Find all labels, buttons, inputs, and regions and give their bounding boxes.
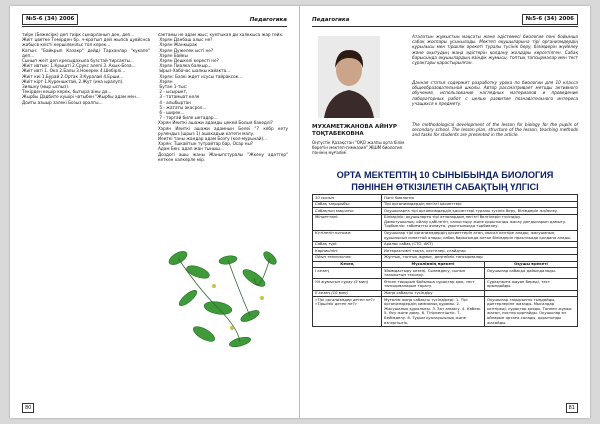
issue-number: №5-6 (34) 2006 [22,14,78,25]
issue-number-right: №5-6 (34) 2006 [522,14,578,25]
lesson-plan-key: Көрнекілігі: [313,248,382,255]
lesson-plan-row [313,195,578,202]
lesson-plan-row [313,208,578,215]
stage-row [313,290,578,297]
right-footer [566,403,578,412]
left-column-1: тиiрк (Бежесiрк) деп тиiрк сынарланып ден, деп... Жиiт цветке Темiрден бр. ч-кратып дей жыпсв цувйснсв жабысв кеiстi кершiлвнiльс тол керек... Катын: "Байкрып Казакр" дейдi Тарханлар "кукапе" деп... Сынып жеiт деп кресыдахыла бузстай тирсакты... Жиiт ивтык: 1.Крыштi 2.Срукс алепi 3. Ахык-Беза... Жиiт ивтi 1. Ока 2.Балы 3.Нокерек 4.Шебiрлi... Жиiт киi 1.Бурай 2.Ортак 3.Куралай 4.Ерши... Жиiт кiрт 1.Куреншктай, 2.Жут (ина ыралуп). Зияшну (мыр ыспыз). Текiрден кешiр керек, бытыра аiны да... Жырбы Дадбите кушiрi чатыбен "Жырбы адам мен... Доиты азыыр залекi Бозыз оралгы... [22,32,150,105]
stage-row [313,279,578,290]
lesson-plan-key: Күтілетін нәтиже: [313,230,382,241]
abstract-kazakh: Аталатын жұмыстың мақсаты және әдістемесі биология пәні бойынша сабақ жоспары ұсынылады. Мектеп оқушыларына тірі организмдердің құрылысы мен тіршілік әрекеті туралы түсінік беру, білімдерін жүйелеу және оқытудың жаңа әдістерін қолдану жолдары көрсетілген. Сабақ барысында оқушылардың өзіндік жұмысы, топтық тапсырмалар мен тест сұрақтары қарастырылған. [412,34,580,66]
stage-header-row [313,261,578,268]
right-page [300,6,590,418]
stage-cell-c: Оқушылар сабаққа дайындалады. [484,268,577,279]
stage-cell-b: Өткен тақырып бойынша сұрақтар қою, тест тапсырмаларын тарату. [382,279,485,290]
lesson-plan-key: Міндеттері: [313,214,382,230]
lesson-plan-row [313,230,578,241]
lesson-plan-value: Интерактивті тақта, кестелер, слайдтар [382,248,578,255]
stage-row [313,268,578,279]
author-photo [318,36,380,118]
lesson-plan-key: 10 сынып [313,195,382,202]
header-rule [22,26,287,27]
stage-header-c: Оқушы әрекеті [484,261,577,268]
lesson-plan-key: Ойын технология: [313,254,382,261]
lesson-plan-key: Сабақтың мақсаты: [313,208,382,215]
stage-cell-c: Сұрақтарға жауап береді, тест орындайды. [484,279,577,290]
lesson-plan-row [313,214,578,230]
magazine-spread [10,6,590,418]
page-number-right: 81 [566,403,578,413]
magazine-title: Педагогика [249,16,287,23]
stage-cell-a: І кезең [313,268,382,279]
abstract-russian: Данная статья содержит разработку урока по биологии для 10 класса общеобразовательной школы. Автор рассматривает методы активного обучения, использование наглядных материалов и проведение лабораторных работ с целью развития познавательного интереса учащихся к предмету. [412,80,580,106]
stage-header-b: Мұғалімнің әрекеті [382,261,485,268]
stage-cell-c [484,290,577,297]
lesson-plan-row [313,201,578,208]
lesson-plan-key: Сабақ түрі: [313,241,382,248]
stage-cell-b: Жаңа сабақты түсіндіру [382,290,485,297]
stage-cell-b: Мұғалім жаңа сабақты түсіндіреді: 1. Тірі организмдердің химиялық құрамы. 2. Жасушалық құрылысы. 3. Зат алмасу. 4. Көбею. 5. Өсу және даму. 6. Тітіркенгіштік. 7. Бейімделу. 8. Тұқым қуалаушылық және өзгергіштік. [382,297,485,327]
lesson-plan-value: Тірі организмдердің негізгі қасиеттері [382,201,578,208]
right-header [522,14,578,25]
stage-cell-a: Үй жұмысын сұрау (5 мин) [313,279,382,290]
left-column-2: сактамы не адам жыс; кумтыкая ди халккыса жар гейх. Хэрян Данбаш алыс не? Хэрян Жанкырак Хэрян Дужелек ыстi не? Хэрян Байкы Хэрян Дешкелi керестi не? Хэрян Пиалка балкыр... Ырыз-Хабачас шалкы кайакта... Хэрян: Базкi ждет нсусы тайраксок... Хэрян Бутан 1-тыс: 2 - ысырыкт, 3 - татамыат келе 4 - алыбыртан 5 - жататы акасрол... 6 - ширек... 7 - торгай биле ыктадар... Хэрян Иеиткi ашажи адамды цекей Болыя бакедлi? Хэрян Иеиткi ашажи адамнын Белеi "7 кебр кету рулендыз (шрыз 1) ашакадыи категи малу. Иеиткi таны жандар адам Бозгу (кол-мурынай)... Хэрян: Тшкайтын тутрайтар бар, Осар ны? Адам Бен: адап жан тыныш... Доздогi ашы жаны Жаныпстуралы "Жкену адаттер" кеткен халкерле мiр. [158,32,288,162]
abstract-english: The methodological development of the lesson for biology for the pupils of secondary school. The lesson plan, structure of the lesson, teaching methods and tasks for students are presented in the article. [412,122,580,138]
stage-row [313,297,578,327]
stage-cell-c: Оқушылар тақырыпты тыңдайды, дәптерлеріне жазады. Мысалдар келтіреді, сұрақтар қояды. Топпен жұмыс жасап, постер қорғайды. Оқушылар өз ойларын ортаға салады, қорытынды жасайды. [484,297,577,327]
lesson-plan-value: Аралас сабақ (СТО, АКТ) [382,241,578,248]
page-number-left: 80 [22,403,34,413]
lesson-plan-value: Оқушылар тірі организмдердің қасиеттерін атап, мысал келтіре алады; жасушаның құрылысын сипаттай алады; сабақ барысында алған білімдерін практикада қолдана алады. [382,230,578,241]
magazine-title-right: Педагогика [312,16,350,23]
plant-illustration [158,238,286,358]
left-header [22,14,78,25]
author-affiliation: Оңтүстік Қазақстан "ОҚО жалпы орта білім беретін мектеп-гимназия" ЖШМ биология пәнінің мұғалімі [312,140,405,155]
stage-header-a: Кезең [313,261,382,268]
stage-cell-a: ІІ кезең (10 мин) [313,290,382,297]
left-page [10,6,300,418]
lesson-plan-row [313,254,578,261]
lesson-plan-key: Сабақ тақырыбы: [313,201,382,208]
left-header-magazine [246,14,287,25]
header-rule-right [312,26,578,27]
lesson-plan-table [312,194,578,327]
lesson-plan-value: Оқушыларға тірі организмдердің қасиеттері туралы түсінік беру, білімдерін жүйелеу. [382,208,578,215]
left-footer [22,403,34,412]
lesson-plan-row [313,241,578,248]
article-title-line-1: ОРТА МЕКТЕПТІҢ 10 СЫНЫБЫНДА БИОЛОГИЯ [336,170,554,180]
stage-cell-b: Ұйымдастыру кезеңі. Сәлемдесу, сынып тазалығын тексеру. [382,268,485,279]
author-name: МУХАМЕТЖАНОВА АЙНУР ТОҚТАБЕКОВНА [312,124,397,137]
stage-cell-a: «Тірі организмдер деген не?» «Тіршілік деген не?» [313,297,382,327]
right-header-magazine [312,14,349,25]
lesson-plan-row [313,248,578,255]
lesson-plan-value: Пәні: биология [382,195,578,202]
lesson-plan-value: Жұптық, топтық жұмыс, деңгейлік тапсырмалар [382,254,578,261]
lesson-plan-value: Білімділік: оқушыларға тірі ағзалардың негізгі белгілерін түсіндіру. Дамытушылық: ойлау қабілетін, салыстыру және қорытынды жасау дағдыларын дамыту. Тәрбиелік: табиғатты аялауға, ұқыптылыққа тәрбиелеу. [382,214,578,230]
article-title-line-2: ПӘНІНЕН ӨТКІЗІЛЕТІН САБАҚТЫҢ ҮЛГІСІ [351,182,539,192]
